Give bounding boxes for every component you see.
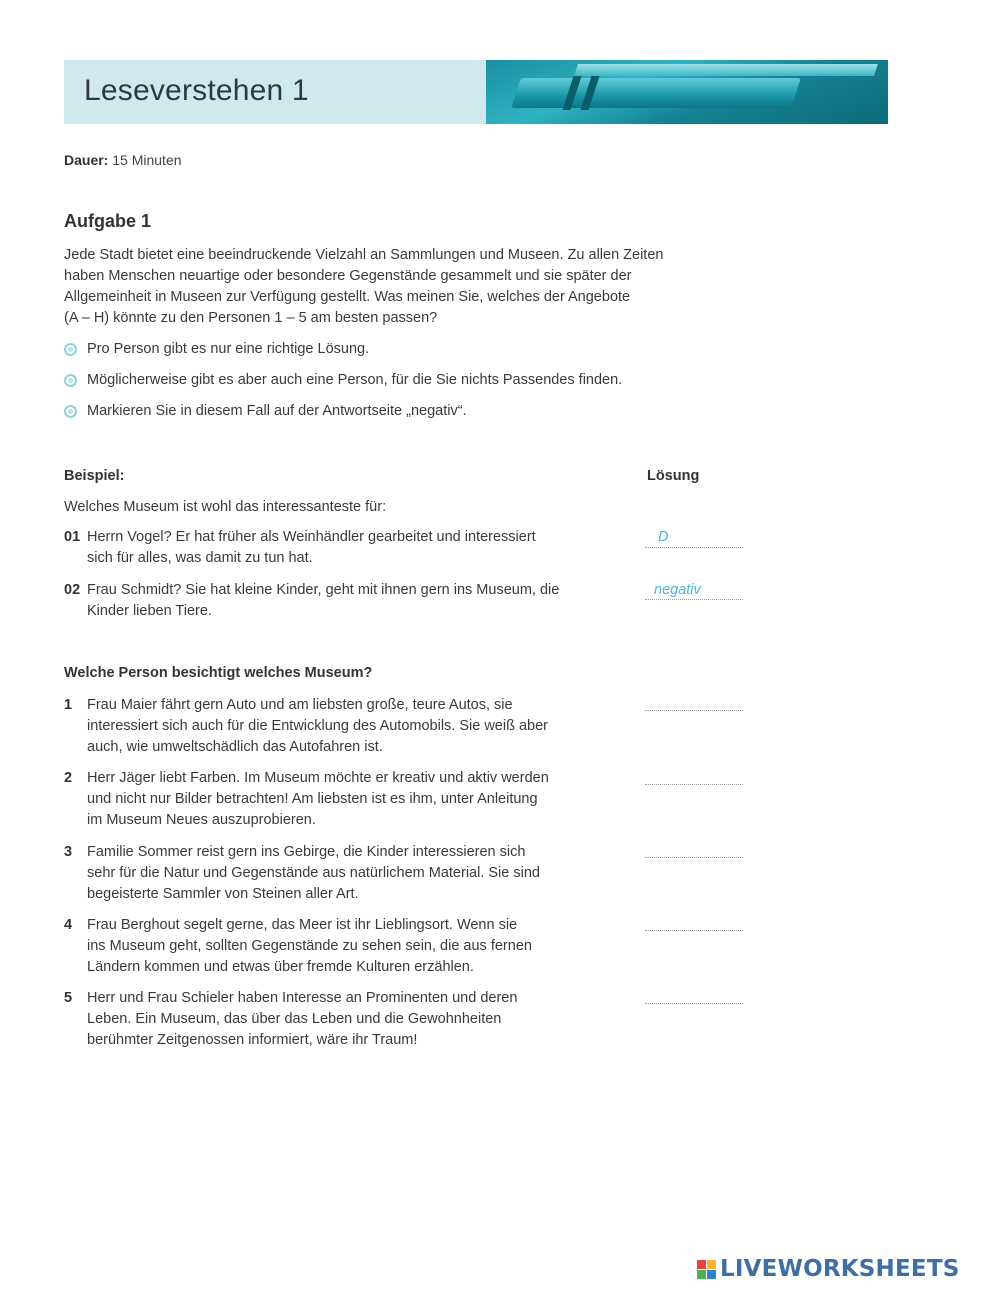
person-item [64, 695, 644, 758]
bullet-circle-icon [64, 405, 77, 418]
item-number: 1 [64, 697, 73, 713]
bullet-circle-icon [64, 374, 77, 387]
logo-block [697, 1270, 706, 1279]
item-line: und nicht nur Bilder betrachten! Am liebsten ist es ihm, unter Anleitung [87, 791, 538, 807]
person-item [64, 915, 644, 978]
book-image-spine [511, 78, 801, 108]
item-line: im Museum Neues auszuprobieren. [87, 812, 316, 828]
header-books-image [486, 60, 888, 124]
bullet-circle-icon [64, 343, 77, 356]
instruction-bullet [64, 372, 622, 388]
answer-field [645, 547, 743, 548]
answer-field [645, 599, 743, 600]
item-line: ins Museum geht, sollten Gegenstände zu sehen sein, die aus fernen [87, 938, 532, 954]
item-number: 3 [64, 844, 73, 860]
item-line: Kinder lieben Tiere. [87, 603, 212, 619]
answer-input-5[interactable] [645, 1003, 743, 1004]
instruction-bullet [64, 403, 467, 419]
solution-label: Lösung [647, 468, 700, 484]
answer-input-3[interactable] [645, 857, 743, 858]
item-number: 01 [64, 529, 81, 545]
example-answer: negativ [654, 582, 701, 598]
item-line: Frau Schmidt? Sie hat kleine Kinder, geht mit ihnen gern ins Museum, die [87, 582, 560, 598]
example-question: Welches Museum ist wohl das interessanteste für: [64, 499, 387, 515]
answer-input-1[interactable] [645, 710, 743, 711]
duration-value: 15 Minuten [112, 152, 182, 168]
item-line: sehr für die Natur und Gegenstände aus natürlichem Material. Sie sind [87, 865, 540, 881]
intro-line: (A – H) könnte zu den Personen 1 – 5 am besten passen? [64, 310, 438, 326]
liveworksheets-logo[interactable] [697, 1256, 959, 1282]
answer-input-4[interactable] [645, 930, 743, 931]
item-line: Leben. Ein Museum, das über das Leben und die Gewohnheiten [87, 1011, 502, 1027]
logo-block [707, 1270, 716, 1279]
book-image-top [574, 64, 878, 76]
item-line: interessiert sich auch für die Entwicklung des Automobils. Sie weiß aber [87, 718, 548, 734]
person-item [64, 988, 644, 1051]
page-title: Leseverstehen 1 [84, 74, 309, 107]
task-intro [64, 245, 764, 329]
section-title: Welche Person besichtigt welches Museum? [64, 665, 373, 681]
item-line: Frau Berghout segelt gerne, das Meer ist ihr Lieblingsort. Wenn sie [87, 917, 518, 933]
item-line: sich für alles, was damit zu tun hat. [87, 550, 313, 566]
bullet-text: Möglicherweise gibt es aber auch eine Person, für die Sie nichts Passendes finden. [87, 372, 623, 388]
logo-block [697, 1260, 706, 1269]
logo-blocks-icon [697, 1260, 716, 1279]
item-line: Herrn Vogel? Er hat früher als Weinhändler gearbeitet und interessiert [87, 529, 536, 545]
instruction-bullet [64, 341, 369, 357]
bullet-text: Pro Person gibt es nur eine richtige Lösung. [87, 341, 370, 357]
item-line: auch, wie umweltschädlich das Autofahren ist. [87, 739, 383, 755]
bullet-text: Markieren Sie in diesem Fall auf der Antwortseite „negativ“. [87, 403, 467, 419]
person-item [64, 842, 644, 905]
person-item [64, 768, 644, 831]
item-line: Frau Maier fährt gern Auto und am liebsten große, teure Autos, sie [87, 697, 513, 713]
item-number: 5 [64, 990, 73, 1006]
intro-line: Allgemeinheit in Museen zur Verfügung gestellt. Was meinen Sie, welches der Angebote [64, 289, 631, 305]
item-line: Ländern kommen und etwas über fremde Kulturen erzählen. [87, 959, 474, 975]
intro-line: haben Menschen neuartige oder besondere Gegenstände gesammelt und sie später der [64, 268, 632, 284]
duration-label: Dauer: [64, 152, 109, 168]
answer-input-2[interactable] [645, 784, 743, 785]
example-label: Beispiel: [64, 468, 125, 484]
task-title: Aufgabe 1 [64, 211, 152, 231]
example-answer: D [658, 529, 669, 545]
intro-line: Jede Stadt bietet eine beeindruckende Vielzahl an Sammlungen und Museen. Zu allen Zeiten [64, 247, 664, 263]
item-line: Familie Sommer reist gern ins Gebirge, die Kinder interessieren sich [87, 844, 526, 860]
item-number: 4 [64, 917, 73, 933]
item-number: 02 [64, 582, 81, 598]
header-banner [64, 60, 888, 124]
item-line: begeisterte Sammler von Steinen aller Art. [87, 886, 359, 902]
logo-text: LIVEWORKSHEETS [720, 1256, 960, 1282]
item-number: 2 [64, 770, 73, 786]
logo-block [707, 1260, 716, 1269]
duration [64, 152, 182, 168]
example-item [64, 527, 644, 569]
item-line: Herr Jäger liebt Farben. Im Museum möchte er kreativ und aktiv werden [87, 770, 549, 786]
item-line: Herr und Frau Schieler haben Interesse an Prominenten und deren [87, 990, 518, 1006]
item-line: berühmter Zeitgenossen informiert, wäre ihr Traum! [87, 1032, 418, 1048]
example-item [64, 580, 644, 622]
